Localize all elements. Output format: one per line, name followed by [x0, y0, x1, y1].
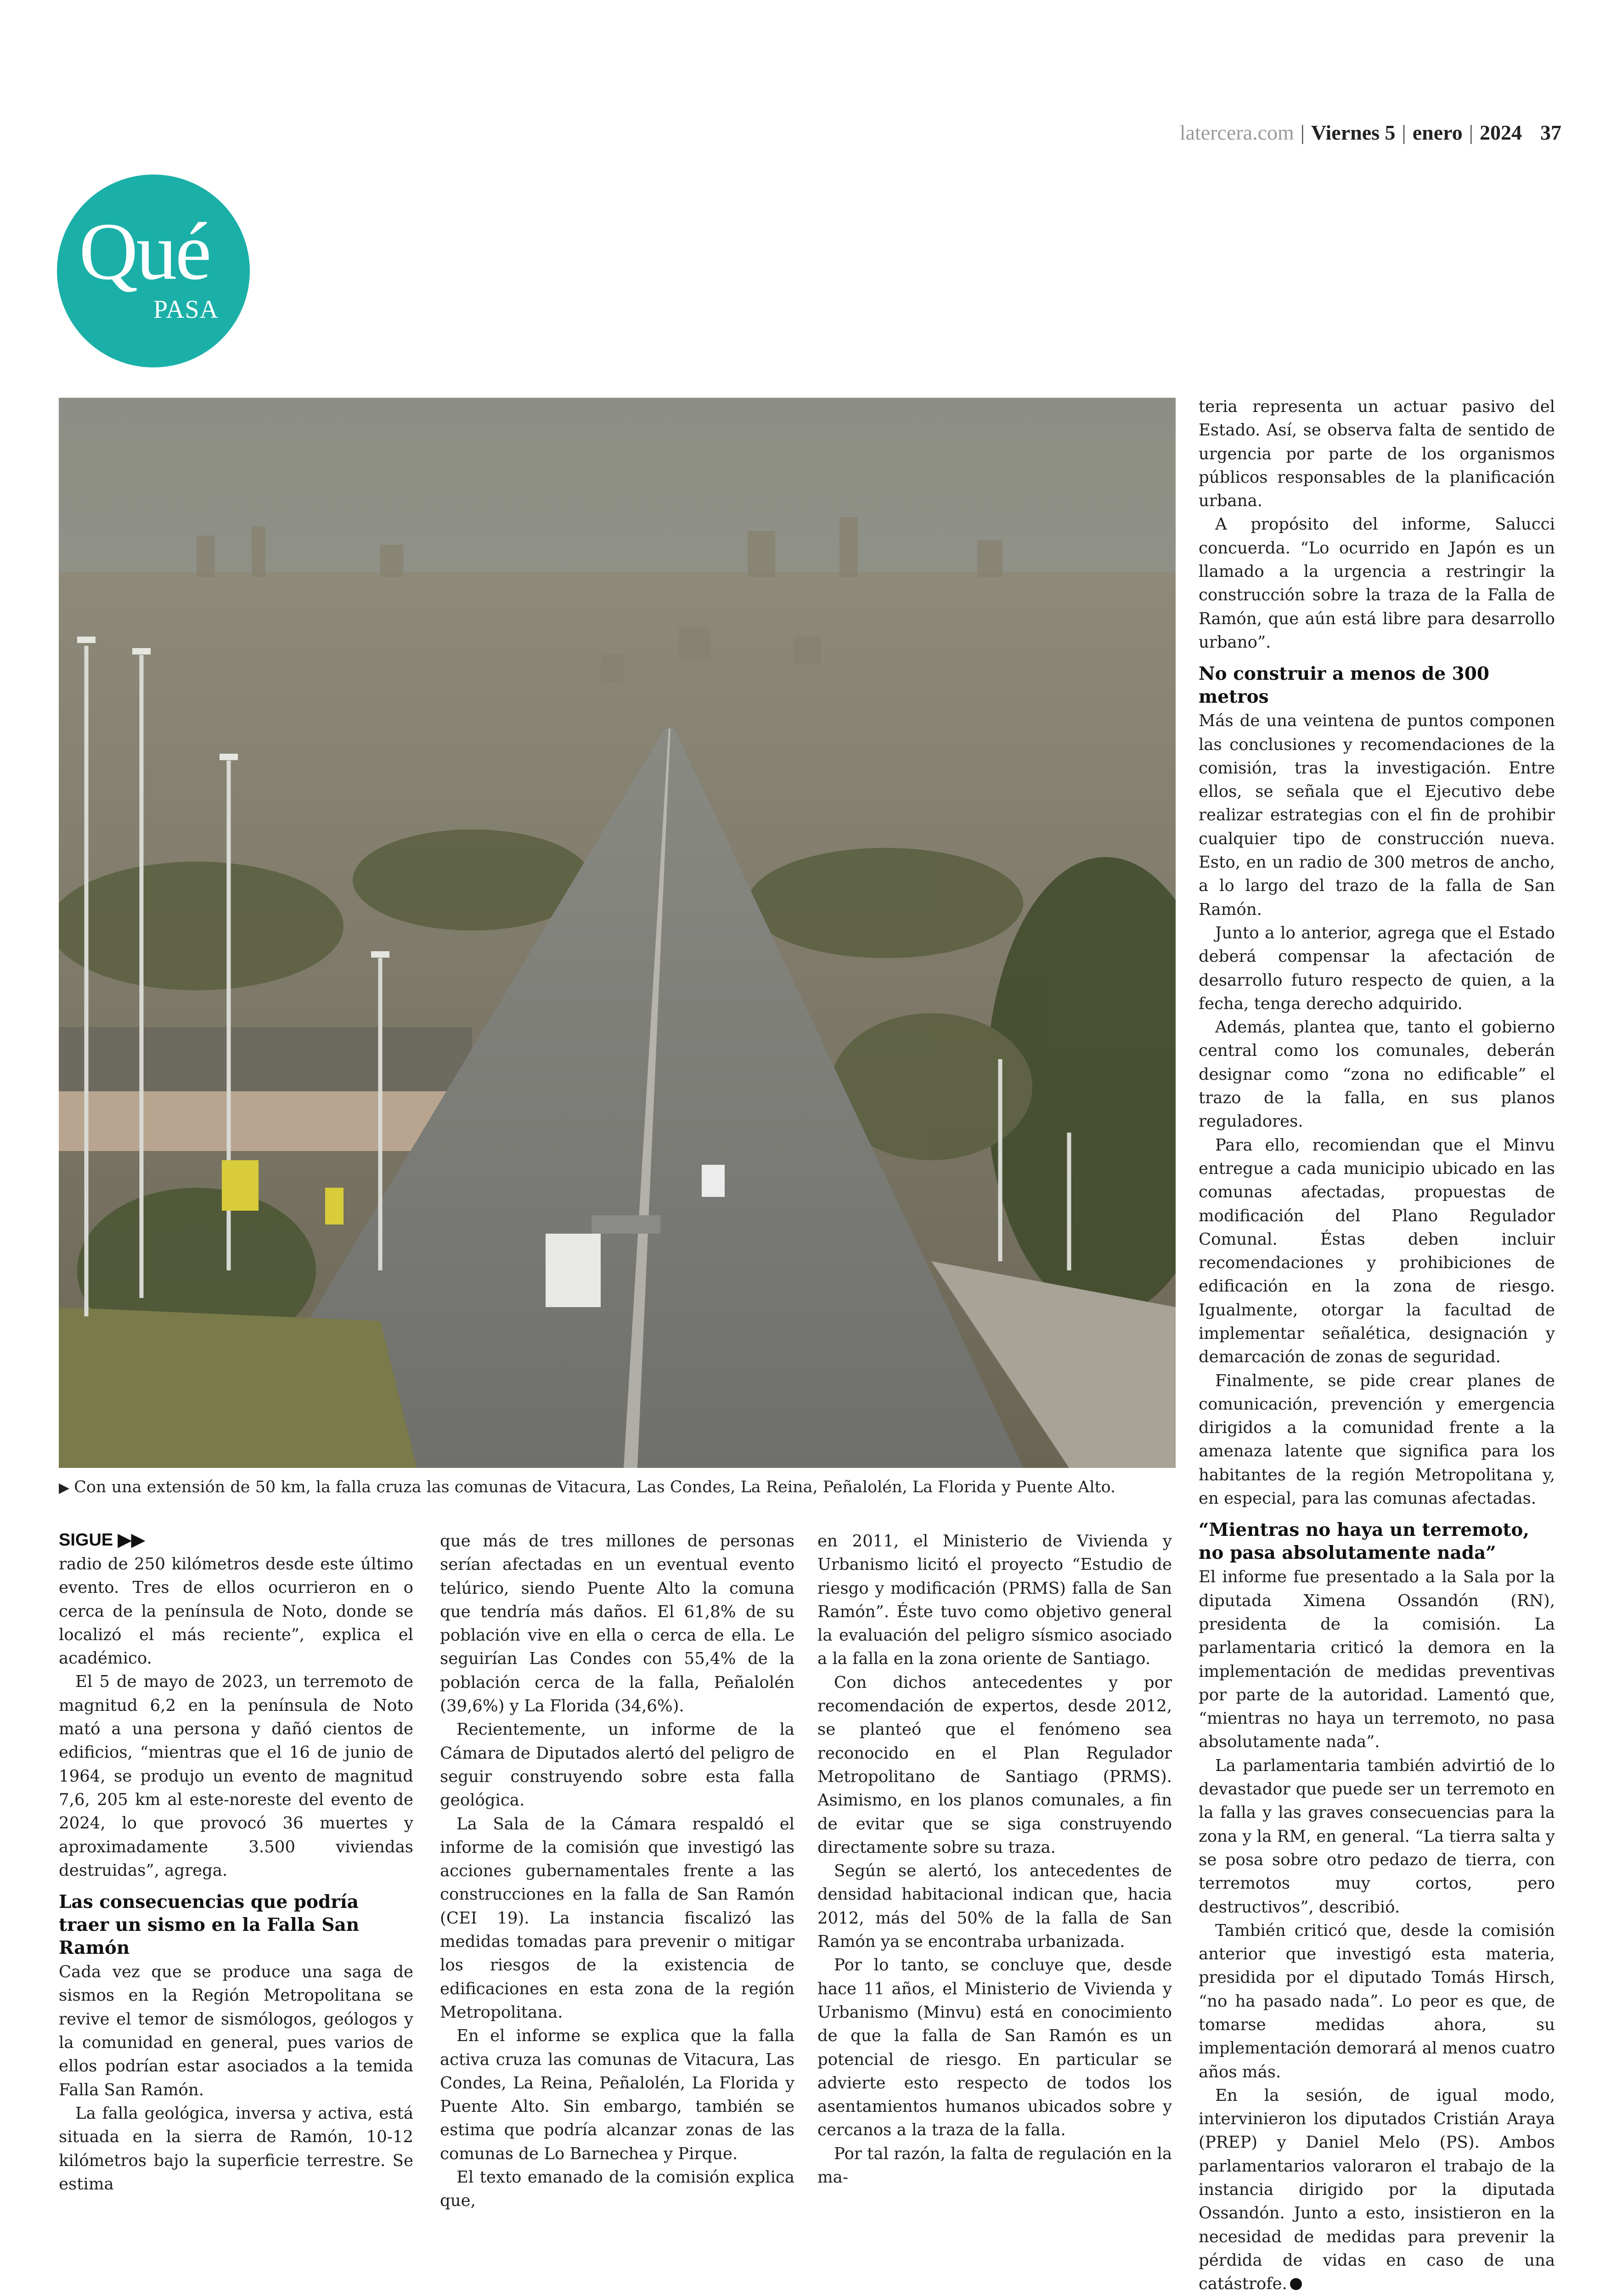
paragraph: Junto a lo anterior, agrega que el Estado deberá compensar la afectación de desarrollo futuro respecto de quien, a la fecha, tenga derecho adquirido. — [1199, 923, 1555, 1013]
end-of-article-icon — [1290, 2278, 1302, 2290]
paragraph: La falla geológica, inversa y activa, está situada en la sierra de Ramón, 10-12 kilómetros bajo la superficie terrestre. Se estima — [59, 2104, 413, 2194]
paragraph: El 5 de mayo de 2023, un terremoto de magnitud 6,2 en la península de Noto mató a una persona y dañó cientos de edificios, “mientras que el 16 de junio de 1964, se produjo un evento de magnitud 7,6, 205 km al este-noreste del evento de 2024, lo que provocó 36 muertes y aproximadamente 3.500 viviendas destruidas”, agrega. — [59, 1672, 413, 1880]
header-year: 2024 — [1480, 121, 1522, 144]
paragraph: Con dichos antecedentes y por recomendación de expertos, desde 2012, se planteó que el fenómeno sea reconocido en el Plan Regulador Metropolitano de Santiago (PRMS). Asimismo, en los planos comunales, a fin de evitar que se siga construyendo directamente sobre su traza. — [817, 1673, 1172, 1857]
paragraph: La Sala de la Cámara respaldó el informe de la comisión que investigó las acciones gubernamentales frente a las construcciones en la falla de San Ramón (CEI 19). La instancia fiscalizó las medidas tomadas para prevenir o mitigar los riesgos de la existencia de edificaciones en esta zona de la región Metropolitana. — [440, 1814, 794, 2022]
paragraph: El informe fue presentado a la Sala por la diputada Ximena Ossandón (RN), presidenta de la comisión. La parlamentaria criticó la demora en la implementación de medidas preventivas por parte de la autoridad. Lamentó que, “mientras no haya un terremoto, no pasa absolutamente nada”. — [1199, 1568, 1555, 1752]
paragraph: que más de tres millones de personas serían afectadas en un eventual evento telúrico, siendo Puente Alto la comuna que tendría más daños. El 61,8% de su población vive en ella o cerca de ella. Le seguirían Las Condes con 55,4% de la población cerca de la falla, Peñalolén (39,6%) y La Florida (34,6%). — [440, 1532, 794, 1716]
paragraph-text: En la sesión, de igual modo, intervinieron los diputados Cristián Araya (PREP) y Daniel Melo (PS). Ambos parlamentarios valoraron el trabajo de la instancia dirigido por la diputada Ossandón. Junto a esto, insistieron en la necesidad de medidas para prevenir la pérdida de vidas en caso de una catástrofe. — [1199, 2086, 1555, 2294]
subheading: “Mientras no haya un terremoto, no pasa absolutamente nada” — [1199, 1519, 1529, 1564]
paragraph: Por tal razón, la falta de regulación en la ma- — [817, 2144, 1172, 2187]
paragraph: A propósito del informe, Salucci concuerda. “Lo ocurrido en Japón es un llamado a la urgencia a restringir la construcción sobre la traza de la Falla de Ramón, que aún está libre para desarrollo urbano”. — [1199, 515, 1555, 652]
paragraph: También criticó que, desde la comisión anterior que investigó esta materia, presidida por el diputado Tomás Hirsch, “no ha pasado nada”. Lo peor es que, de tomarse medidas ahora, su implementación demorará al menos cuatro años más. — [1199, 1921, 1555, 2082]
article-column-1 — [59, 1552, 413, 2196]
paragraph: Cada vez que se produce una saga de sismos en la Región Metropolitana se revive el temor de sismólogos, geólogos y la comunidad en general, pues varios de ellos podrían estar asociados a la temida Falla San Ramón. — [59, 1963, 413, 2099]
header-day: Viernes 5 — [1311, 121, 1396, 144]
article-column-2 — [440, 1529, 794, 2213]
logo-pasa: PASA — [153, 295, 219, 324]
header-separator: | — [1300, 121, 1305, 144]
article-column-4 — [1199, 395, 1555, 2296]
paragraph — [1199, 2084, 1555, 2296]
subheading: Las consecuencias que podría traer un sismo en la Falla San Ramón — [59, 1891, 360, 1959]
paragraph: en 2011, el Ministerio de Vivienda y Urbanismo licitó el proyecto “Estudio de riesgo y modificación (PRMS) falla de San Ramón”. Éste tuvo como objetivo general la evaluación del peligro sísmico asociado a la falla en la zona oriente de Santiago. — [817, 1532, 1172, 1669]
article-column-3 — [817, 1529, 1172, 2189]
paragraph: El texto emanado de la comisión explica que, — [440, 2168, 794, 2211]
main-photo — [59, 398, 1176, 1468]
header-separator: | — [1469, 121, 1473, 144]
paragraph: Más de una veintena de puntos componen las conclusiones y recomendaciones de la comisión, tras la investigación. Entre ellos, se señala que el Ejecutivo debe realizar estrategias con el fin de prohibir cualquier tipo de construcción nueva. Esto, en un radio de 300 metros de ancho, a lo largo del trazo de la falla de San Ramón. — [1199, 711, 1555, 919]
paragraph: Además, plantea que, tanto el gobierno central como los comunales, deberán designar como “zona no edificable” el trazo de la falla, en sus planos reguladores. — [1199, 1018, 1555, 1131]
paragraph: Por lo tanto, se concluye que, desde hace 11 años, el Ministerio de Vivienda y Urbanismo (Minvu) está en conocimiento de que la falla de San Ramón es un potencial de riesgo. En particular se advierte esto respecto de todos los asentamientos humanos ubicados sobre y cercanos a la traza de la falla. — [817, 1956, 1172, 2140]
paragraph: Recientemente, un informe de la Cámara de Diputados alertó del peligro de seguir construyendo sobre esta falla geológica. — [440, 1720, 794, 1810]
paragraph: Según se alertó, los antecedentes de densidad habitacional indican que, hacia 2012, más del 50% de la falla de San Ramón ya se encontraba urbanizada. — [817, 1862, 1172, 1952]
header-separator: | — [1402, 121, 1406, 144]
paragraph: teria representa un actuar pasivo del Estado. Así, se observa falta de sentido de urgencia por parte de los organismos públicos responsables de la planificación urbana. — [1199, 397, 1555, 511]
que-pasa-logo — [57, 175, 250, 367]
logo-que: Qué — [79, 206, 210, 297]
site-name[interactable]: latercera.com — [1179, 121, 1294, 144]
paragraph: La parlamentaria también advirtió de lo devastador que puede ser un terremoto en la falla y las graves consecuencias para la zona y la RM, en general. “La tierra salta y se posa sobre otro pedazo de tierra, con terremotos muy cortos, pero destructivos”, describió. — [1199, 1756, 1555, 1917]
page-number: 37 — [1540, 121, 1561, 144]
photo-caption — [59, 1477, 1179, 1498]
paragraph: radio de 250 kilómetros desde este último evento. Tres de ellos ocurrieron en o cerca de la península de Noto, donde se localizó el más reciente”, explica el académico. — [59, 1555, 413, 1668]
page-header — [1180, 120, 1561, 145]
header-month: enero — [1412, 121, 1463, 144]
city-avenue-photo-icon — [59, 398, 1176, 1468]
caption-arrow-icon: ▶ — [59, 1480, 70, 1496]
subheading: No construir a menos de 300 metros — [1199, 663, 1490, 708]
caption-text: Con una extensión de 50 km, la falla cruza las comunas de Vitacura, Las Condes, La Reina, Peñalolén, La Florida y Puente Alto. — [74, 1478, 1116, 1496]
paragraph: En el informe se explica que la falla activa cruza las comunas de Vitacura, Las Condes, La Reina, Peñalolén, La Florida y Puente Alto. Sin embargo, también se estima que podría alcanzar zonas de las comunas de Lo Barnechea y Pirque. — [440, 2026, 794, 2163]
continues-marker: SIGUE ▶▶ — [59, 1530, 145, 1550]
paragraph: Finalmente, se pide crear planes de comunicación, prevención y emergencia dirigidos a la comunidad frente a la amenaza latente que significa para los habitantes de la región Metropolitana y, en especial, para las comunas afectadas. — [1199, 1371, 1555, 1508]
paragraph: Para ello, recomiendan que el Minvu entregue a cada municipio ubicado en las comunas afectadas, propuestas de modificación del Plano Regulador Comunal. Éstas deben incluir recomendaciones y prohibiciones de edificación en la zona de riesgo. Igualmente, otorgar la facultad de implementar señalética, designación y demarcación de zonas de seguridad. — [1199, 1135, 1555, 1367]
